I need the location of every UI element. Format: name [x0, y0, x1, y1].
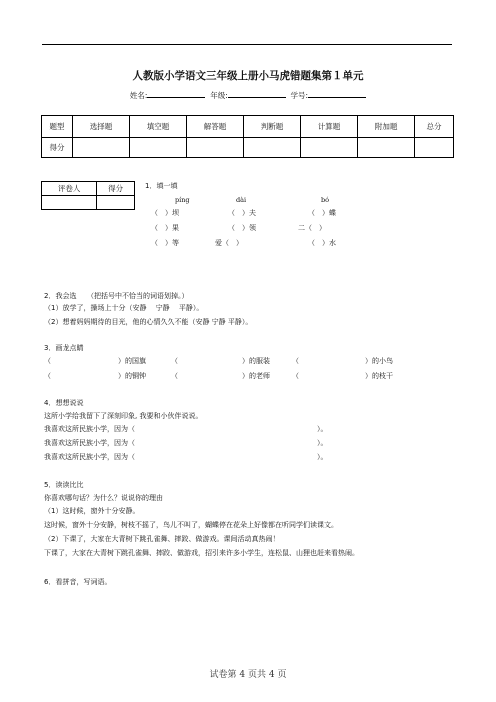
q3-heading: 3．画龙点睛	[44, 344, 84, 352]
q1-cell[interactable]: （ ）水	[308, 239, 336, 247]
score-table	[41, 115, 454, 158]
page-footer: 试卷第 4 页共 4 页	[209, 670, 287, 680]
score-cell[interactable]	[415, 138, 454, 158]
pinyin-ping: píng	[175, 196, 190, 204]
name-blank[interactable]	[147, 97, 205, 98]
q3-item: ）的小鸟	[365, 357, 393, 365]
pinyin-bo: bó	[321, 196, 330, 204]
score-cell[interactable]	[358, 138, 415, 158]
q3-item: ）的老师	[242, 372, 270, 380]
q5-line: 你喜欢哪句话？为什么？说说你的理由	[44, 494, 163, 502]
score-cell[interactable]	[244, 138, 301, 158]
q3-open[interactable]: （	[292, 357, 299, 365]
q3-item: ）的国旗	[118, 357, 146, 365]
q1-cell[interactable]: （ ）领	[228, 224, 256, 232]
col-fill: 填空题	[130, 116, 187, 138]
q3-open[interactable]: （	[292, 372, 299, 380]
q3-open[interactable]: （	[171, 372, 178, 380]
q1-cell[interactable]: （ ）等	[151, 239, 179, 247]
q1-cell[interactable]: （ ）坝	[151, 209, 179, 217]
q3-open[interactable]: （	[44, 372, 51, 380]
col-judge: 判断题	[244, 116, 301, 138]
q3-open[interactable]: （	[171, 357, 178, 365]
name-label: 姓名:	[129, 91, 148, 100]
q4-intro: 这所小学给我留下了深刻印象, 我要和小伙伴说说。	[44, 412, 203, 420]
q4-prompt: 我喜欢这所民族小学，因为（	[44, 439, 135, 447]
q1-cell[interactable]: （ ）果	[151, 224, 179, 232]
col-total: 总分	[415, 116, 454, 138]
score-cell[interactable]	[73, 138, 130, 158]
reviewer-cell[interactable]	[42, 196, 97, 210]
q2-line: （2）想着妈妈期待的目光，他的心情久久不能（安静 宁静 平静）。	[44, 318, 253, 326]
q3-open[interactable]: （	[44, 357, 51, 365]
grade-blank[interactable]	[228, 97, 286, 98]
q4-end: ）。	[317, 453, 328, 461]
top-rule	[42, 44, 452, 45]
grader-score-label: 得分	[97, 182, 135, 196]
col-extra: 附加题	[358, 116, 415, 138]
q1-cell[interactable]: 二（ ）	[298, 224, 326, 232]
q1-cell[interactable]: 爱（ ）	[215, 239, 243, 247]
score-label: 得分	[42, 138, 73, 158]
q2-heading: 2．我会选 （把括号中不恰当的词语划掉。）	[44, 292, 189, 300]
row-header: 题型	[42, 116, 73, 138]
q6-heading: 6．看拼音，写词语。	[44, 578, 112, 586]
q1-cell[interactable]: （ ）蝶	[308, 209, 336, 217]
number-blank[interactable]	[308, 97, 366, 98]
q5-line: （2）下课了，大家在大青树下跳孔雀舞、摔跤、做游戏。课间活动真热闹！	[44, 535, 280, 543]
score-cell[interactable]	[187, 138, 244, 158]
q5-line: 这时候，窗外十分安静，树枝不摇了，鸟儿不叫了，蝴蝶停在花朵上好像都在听同学们读课文。	[44, 521, 338, 529]
col-answer: 解答题	[187, 116, 244, 138]
q3-item: ）的铜钟	[118, 372, 146, 380]
q4-heading: 4．想想说说	[44, 399, 84, 407]
q4-end: ）。	[317, 425, 328, 433]
number-label: 学号:	[290, 91, 309, 100]
col-calc: 计算题	[301, 116, 358, 138]
q2-line: （1）放学了，操场上十分（安静 宁静 平静）。	[44, 304, 204, 312]
q3-item: ）的服装	[242, 357, 270, 365]
q5-line: 下课了，大家在大青树下跳孔雀舞、摔跤、做游戏，招引来许多小学生，连松鼠、山狸也赶来看热闹。	[44, 549, 359, 557]
q1-heading: 1．填一填	[145, 182, 178, 190]
q5-heading: 5．读读比比	[44, 481, 84, 489]
student-info-line	[0, 90, 496, 101]
grader-table	[41, 181, 135, 210]
q4-end: ）。	[317, 439, 328, 447]
q5-line: （1）这时候，窗外十分安静。	[44, 507, 140, 515]
score-cell[interactable]	[301, 138, 358, 158]
score-cell[interactable]	[130, 138, 187, 158]
q1-cell[interactable]: （ ）夫	[228, 209, 256, 217]
q3-item: ）的枝干	[365, 372, 393, 380]
q4-prompt: 我喜欢这所民族小学，因为（	[44, 425, 135, 433]
grader-score-cell[interactable]	[97, 196, 135, 210]
q4-prompt: 我喜欢这所民族小学，因为（	[44, 453, 135, 461]
col-choice: 选择题	[73, 116, 130, 138]
reviewer-label: 评卷人	[42, 182, 97, 196]
pinyin-dai: dài	[236, 196, 247, 204]
page-title: 人教版小学语文三年级上册小马虎错题集第１单元	[132, 70, 364, 82]
grade-label: 年级:	[210, 91, 228, 100]
